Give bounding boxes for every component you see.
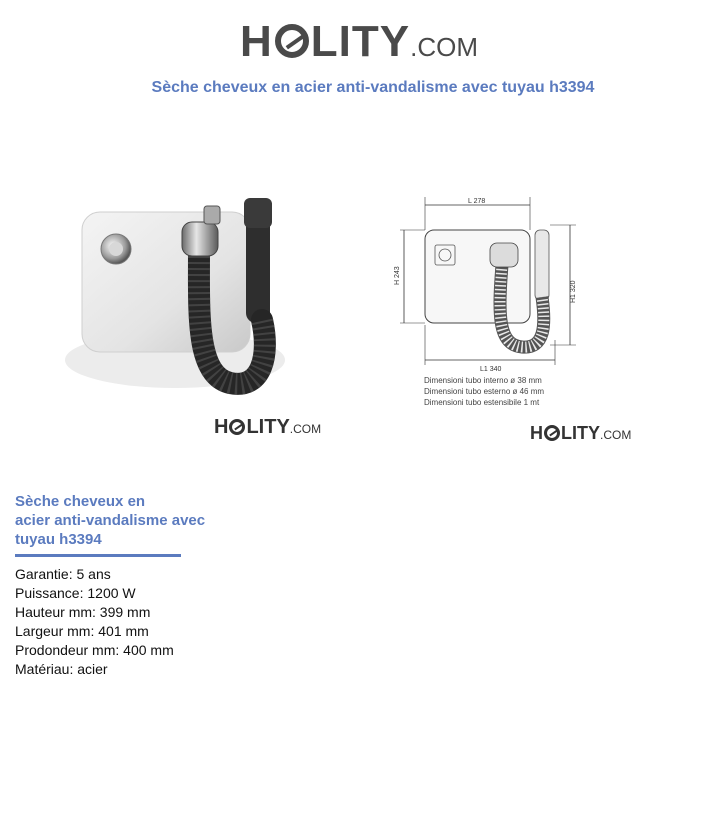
spec-item-width: Largeur mm: 401 mm <box>15 623 149 639</box>
diagram-note: Dimensioni tubo interno ø 38 mm <box>424 376 542 385</box>
photo-logo-h: H <box>214 416 229 438</box>
dim-height-right: H1 320 <box>570 280 577 303</box>
logo-com: .COM <box>410 32 478 62</box>
spec-list <box>15 565 174 679</box>
spec-title <box>15 492 235 549</box>
dim-width-top: L 278 <box>468 198 486 205</box>
diagram-note: Dimensioni tubo estensibile 1 mt <box>424 398 540 407</box>
logo-o-icon <box>275 24 309 58</box>
diagram-logo-h: H <box>530 423 543 443</box>
diagram-note: Dimensioni tubo esterno ø 46 mm <box>424 387 545 396</box>
spec-divider <box>15 554 181 557</box>
diagram-logo-o-icon <box>544 425 560 441</box>
photo-logo-o-icon <box>229 419 245 435</box>
spec-item-warranty: Garantie: 5 ans <box>15 566 111 582</box>
dim-height-left: H 243 <box>394 266 401 285</box>
diagram-logo <box>530 423 631 444</box>
logo-letter-h: H <box>240 17 273 66</box>
diagram-logo-com: .COM <box>600 428 632 442</box>
spec-item-power: Puissance: 1200 W <box>15 585 136 601</box>
spec-item-depth: Prodondeur mm: 400 mm <box>15 642 174 658</box>
spec-title-line: Sèche cheveux en <box>15 493 146 510</box>
spec-item-material: Matériau: acier <box>15 661 108 677</box>
page-title: Sèche cheveux en acier anti-vandalisme avec tuyau h3394 <box>151 79 595 96</box>
spec-item-height: Hauteur mm: 399 mm <box>15 604 151 620</box>
photo-logo-letters: LITY <box>246 416 290 438</box>
logo-letters: LITY <box>310 17 411 66</box>
spec-title-line: tuyau h3394 <box>15 531 102 548</box>
diagram-logo-letters: LITY <box>561 423 600 443</box>
dim-width-bottom: L1 340 <box>480 366 502 373</box>
photo-logo-com: .COM <box>289 422 322 436</box>
spec-title-line: acier anti-vandalisme avec <box>15 512 206 529</box>
photo-logo <box>214 416 321 439</box>
